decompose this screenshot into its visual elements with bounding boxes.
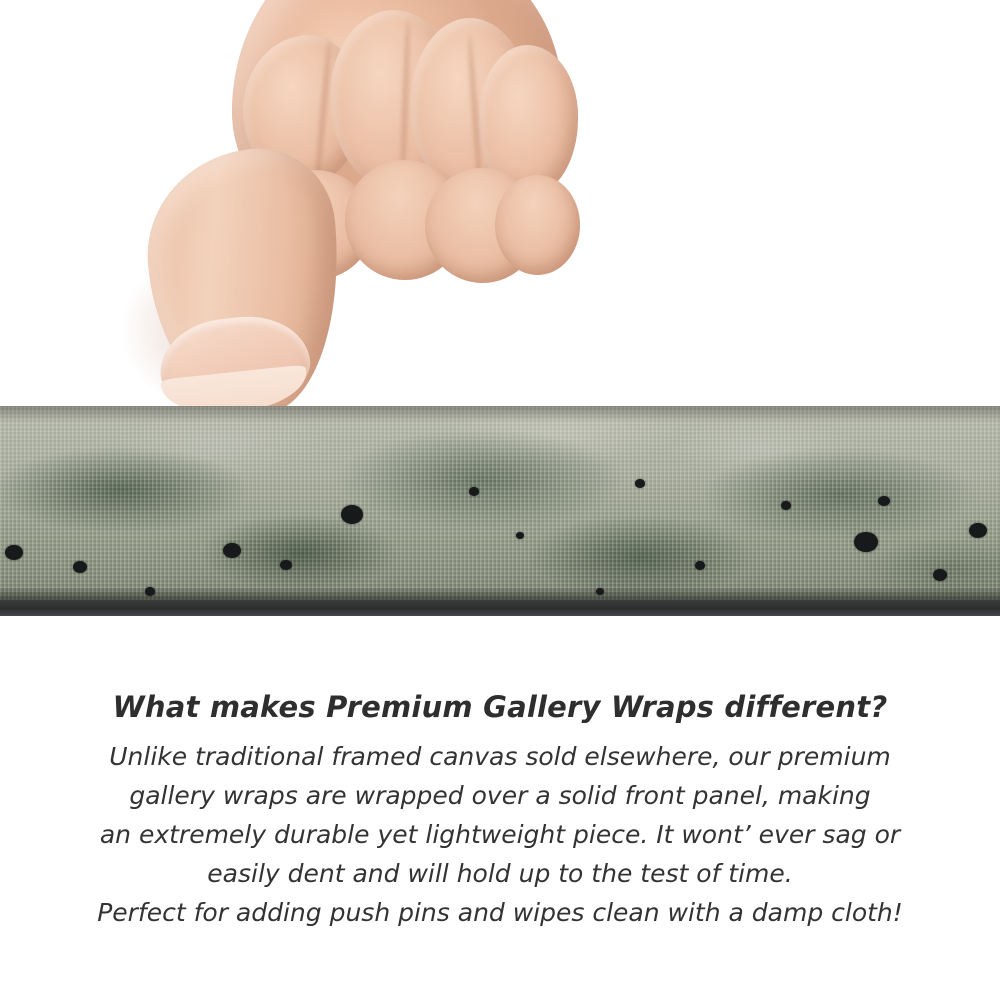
copy-line-5: Perfect for adding push pins and wipes clean with a damp cloth! [97, 898, 903, 927]
canvas-speck [469, 487, 479, 496]
canvas-speck [781, 501, 791, 510]
marketing-copy [0, 690, 1000, 932]
canvas-speck [695, 561, 705, 570]
canvas-speck [635, 479, 645, 488]
copy-line-1: Unlike traditional framed canvas sold elsewhere, our premium [109, 742, 891, 771]
canvas-weave-texture [0, 406, 1000, 616]
canvas-wrap-edge [0, 406, 1000, 616]
copy-line-3: an extremely durable yet lightweight piece. It wont’ ever sag or [99, 820, 901, 849]
canvas-speck [516, 532, 524, 539]
canvas-speck [341, 505, 363, 524]
canvas-speck [73, 561, 87, 573]
copy-heading: What makes Premium Gallery Wraps different? [112, 690, 888, 724]
canvas-top-shadow [0, 406, 1000, 422]
canvas-speck [145, 587, 155, 596]
canvas-panel-edge [0, 600, 1000, 616]
hand-pressing-canvas-illustration [0, 0, 1000, 410]
copy-line-2: gallery wraps are wrapped over a solid front panel, making [129, 781, 871, 810]
knuckle-pad [495, 175, 580, 275]
canvas-speck [596, 588, 604, 595]
canvas-speck [933, 569, 947, 581]
copy-line-4: easily dent and will hold up to the test of time. [207, 859, 793, 888]
